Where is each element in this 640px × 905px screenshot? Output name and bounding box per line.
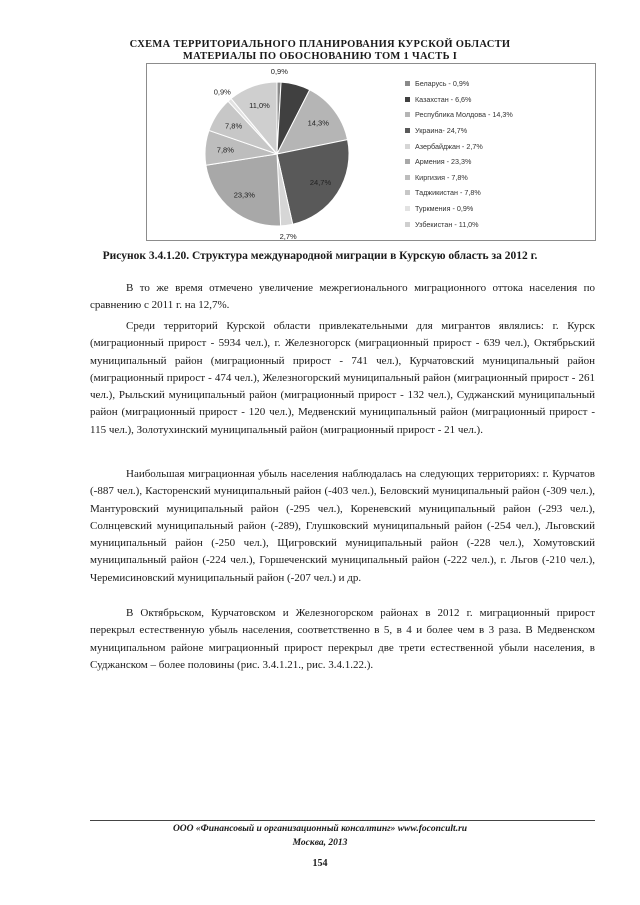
legend-swatch-2 [405,112,410,117]
pie-data-label-9: 11,0% [249,101,270,111]
legend-label-8: Туркмения - 0,9% [415,204,474,214]
pie-data-label-8: 0,9% [213,87,231,97]
legend-item-0 [405,76,513,92]
pie-data-label-2: 14,3% [307,118,329,128]
legend-item-2 [405,107,513,123]
paragraph-4 [90,605,595,674]
paragraph-1-text: В то же время отмечено увеличение межрегионального миграционного оттока населения по сравнению с 2011 г. на 12,7%. [90,282,595,312]
legend-item-5 [405,154,513,170]
legend-item-3 [405,123,513,139]
legend-label-5: Армения - 23,3% [415,157,472,167]
legend-item-8 [405,201,513,217]
figure-caption: Рисунок 3.4.1.20. Структура международной миграции в Курскую область за 2012 г. [102,250,538,262]
pie-data-label-3: 24,7% [309,178,332,188]
legend-label-1: Казахстан - 6,6% [415,94,472,104]
legend-item-6 [405,170,513,186]
paragraph-4-text: В Октябрьском, Курчатовском и Железногорском районах в 2012 г. миграционный прирост перекрыл естественную убыль населения, соответственно в 5, в 4 и более чем в 3 раза. В Медвенском муниципальном районе миграционный прирост перекрыл две трети естественной убыли населения, в Суджанском – более половины (рис. 3.4.1.21., рис. 3.4.1.22.). [90,607,595,671]
pie-data-label-7: 7,8% [225,121,243,131]
legend-swatch-9 [405,222,410,227]
footer-company: ООО «Финансовый и организационный консалтинг» www.foconcult.ru [172,824,468,834]
legend-swatch-0 [405,81,410,86]
legend-swatch-3 [405,128,410,133]
page-number: 154 [312,858,328,869]
legend-swatch-1 [405,97,410,102]
pie-chart-figure [146,63,596,241]
legend-swatch-7 [405,190,410,195]
legend-label-2: Республика Молдова - 14,3% [415,110,513,120]
pie-data-label-0: 0,9% [270,67,288,77]
legend-label-0: Беларусь - 0,9% [415,79,470,89]
footer-divider [90,820,595,821]
legend-item-4 [405,138,513,154]
legend-label-6: Киргизия - 7,8% [415,172,468,182]
paragraph-3-text: Наибольшая миграционная убыль населения наблюдалась на следующих территориях: г. Курчатов (-887 чел.), Касторенский муниципальный район (-403 чел.), Беловский муниципальный район (-309 чел.), Мантуровский муниципальный район (-295 чел.), Кореневский муниципальный район (-293 чел.), Солнцевский муниципальный район (-289), Глушковский муниципальный район (-254 чел.), Льговский муниципальный район (-250 чел.), Щигровский муниципальный район (-228 чел.), Хомутовский муниципальный район (-224 чел.), Горшеченский муниципальный район (-222 чел.), г. Льгов (-210 чел.), Черемисиновский муниципальный район (-207 чел.) и др. [90,468,595,584]
paragraph-2-text: Среди территорий Курской области привлекательными для мигрантов являлись: г. Курск (миграционный прирост - 5934 чел.), г. Железногорск (миграционный прирост - 639 чел.), Октябрьский муниципальный район (миграционный прирост - 741 чел.), Курчатовский муниципальный район (миграционный прирост - 474 чел.), Железногорский муниципальный район (миграционный прирост - 261 чел.), Рыльский муниципальный район (миграционный прирост - 132 чел.), Суджанский муниципальный район (миграционный прирост - 120 чел.), Медвенский муниципальный район (миграционный прирост - 115 чел.), Золотухинский муниципальный район (миграционный прирост - 21 чел.). [90,320,595,436]
paragraph-2 [90,318,595,439]
legend-swatch-6 [405,175,410,180]
legend-swatch-4 [405,144,410,149]
pie-data-label-6: 7,8% [216,145,234,155]
paragraph-1 [90,280,595,315]
pie-data-label-4: 2,7% [279,232,297,240]
paragraph-3 [90,466,595,587]
legend-item-7 [405,185,513,201]
legend-item-1 [405,92,513,108]
document-header-line1: СХЕМА ТЕРРИТОРИАЛЬНОГО ПЛАНИРОВАНИЯ КУРСКОЙ ОБЛАСТИ [129,39,511,50]
legend-label-4: Азербайджан - 2,7% [415,141,483,151]
legend-label-9: Узбекистан - 11,0% [415,219,479,229]
legend-item-9 [405,216,513,232]
pie-chart [147,64,405,240]
legend-swatch-5 [405,159,410,164]
document-header-line2: МАТЕРИАЛЫ ПО ОБОСНОВАНИЮ ТОМ 1 ЧАСТЬ I [182,51,458,62]
legend-label-3: Украина- 24,7% [415,126,468,136]
footer-city: Москва, 2013 [292,838,348,848]
chart-legend [405,76,513,232]
legend-label-7: Таджикистан - 7,8% [415,188,481,198]
legend-swatch-8 [405,206,410,211]
pie-data-label-5: 23,3% [233,190,255,200]
